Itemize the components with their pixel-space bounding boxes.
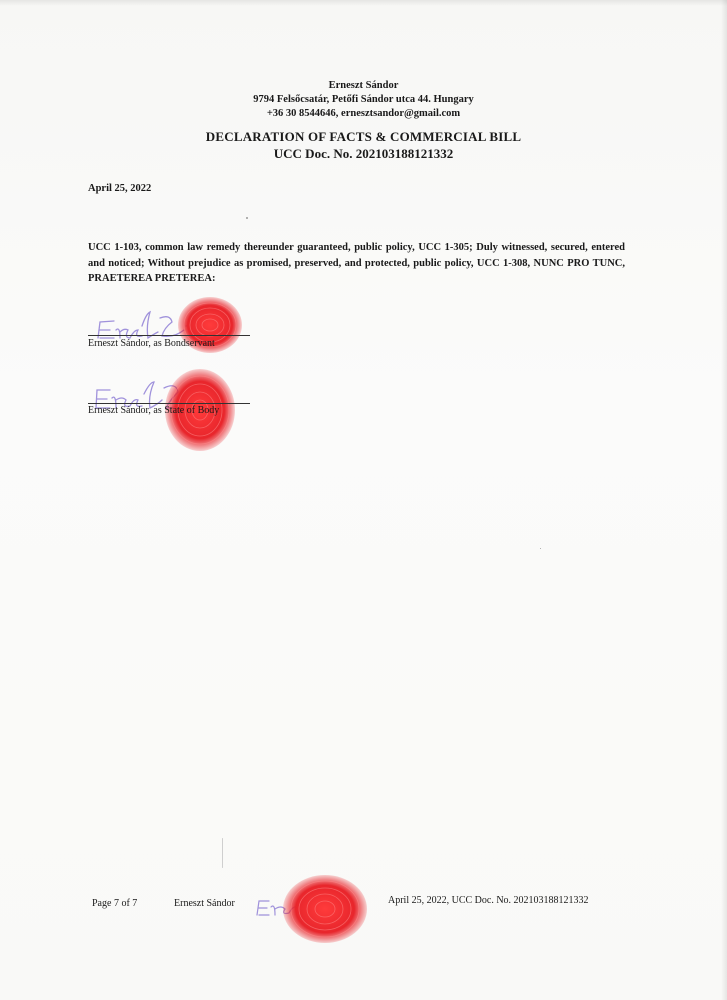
footer-document-reference: April 25, 2022, UCC Doc. No. 202103188121332 — [388, 895, 589, 906]
thumbprint-1 — [180, 297, 250, 367]
letterhead-contact: +36 30 8544646, ernesztsandor@gmail.com — [266, 108, 461, 119]
letterhead-name: Erneszt Sándor — [328, 80, 399, 91]
title-line-1: DECLARATION OF FACTS & COMMERCIAL BILL — [205, 129, 522, 144]
signature-block-state-of-body — [88, 370, 288, 450]
footer-thumbprint — [280, 873, 370, 948]
document-title — [0, 128, 727, 162]
signature-line-2 — [88, 403, 250, 404]
letterhead-address: 9794 Felsőcsatár, Petőfi Sándor utca 44. Hungary — [253, 94, 474, 105]
declaration-paragraph: UCC 1-103, common law remedy thereunder guaranteed, public policy, UCC 1-305; Duly witnessed, secured, entered and noticed; Without prejudice as promised, preserved, and protected, public policy, UCC 1-308, NUNC PRO TUNC, PRAETEREA PRETEREA: — [88, 242, 625, 284]
signature-block-bondservant — [88, 300, 288, 360]
signature-caption-1: Erneszt Sándor, as Bondservant — [88, 338, 215, 349]
signature-line-1 — [88, 335, 250, 336]
page-shadow-top — [0, 0, 727, 6]
footer-signer-name: Erneszt Sándor — [174, 898, 235, 909]
letterhead — [0, 79, 727, 121]
document-date: April 25, 2022 — [88, 183, 152, 194]
footer-page-number: Page 7 of 7 — [92, 898, 138, 909]
title-line-2: UCC Doc. No. 202103188121332 — [273, 146, 454, 161]
signature-caption-2: Erneszt Sándor, as State of Body — [88, 405, 220, 416]
